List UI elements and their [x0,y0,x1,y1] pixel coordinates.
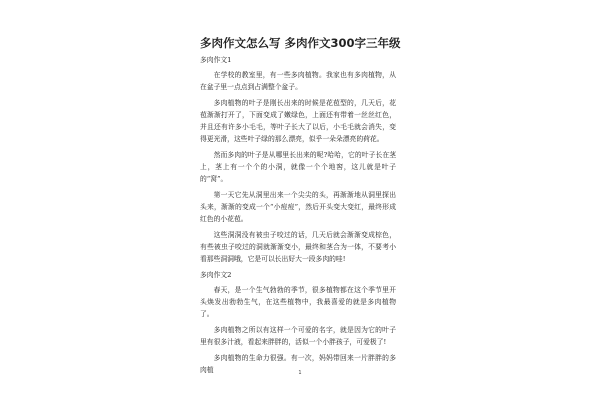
paragraph: 多肉植物之所以有这样一个可爱的名字，就是因为它的叶子里有很多汁液，看起来胖胖的，活似一个小胖孩子，可爱极了! [200,326,396,346]
paragraph: 春天，是一个生气勃勃的季节，很多植物都在这个季节里开头焕发出勃勃生气，在这些植物中，我最喜爱的就是多肉植物了。 [200,286,396,318]
section-heading: 多肉作文2 [200,271,232,279]
paragraph: 这些洞洞没有被虫子咬过的话，几天后就会渐渐变成棕色，有些被虫子咬过的洞就渐渐变小，最终和茎合为一体，不要考小看那些洞洞哦，它是可以长出好大一段多肉的哇! [200,231,396,263]
paragraph: 然而多肉的叶子是从哪里长出来的呢?哈哈，它的叶子长在茎上，茎上有一个个的小洞，就像一个个地窖，这儿就是叶子的“窝”。 [200,151,396,183]
document-content [200,36,401,380]
paragraph: 多肉植物的生命力很强。有一次，妈妈带回来一片胖胖的多肉植 [200,354,396,374]
document-title: 多肉作文怎么写 多肉作文300字三年级 [200,36,401,50]
page-number: 1 [298,370,302,376]
section-heading: 多肉作文1 [200,56,232,64]
paragraph: 多肉植物的叶子是刚长出来的时候是花苞型的，几天后，花苞渐渐打开了，下面变成了嫩绿色，上面还有带着一丝丝红色，并且还有许多小毛毛，等叶子长大了以后，小毛毛就会消失，变得更光滑，这些叶子绿的那么漂亮，似乎一朵朵漂亮的荷花。 [200,99,396,143]
paragraph: 在学校的教室里，有一些多肉植物。我家也有多肉植物，从在盆子里一点点到占满整个盆子。 [200,71,396,91]
paragraph: 第一天它先从洞里出来一个尖尖的头，再渐渐地从洞里探出头来，渐渐的变成一个“小痘痘”，然后开头变大变红，最终形成红色的小花苞。 [200,191,396,223]
